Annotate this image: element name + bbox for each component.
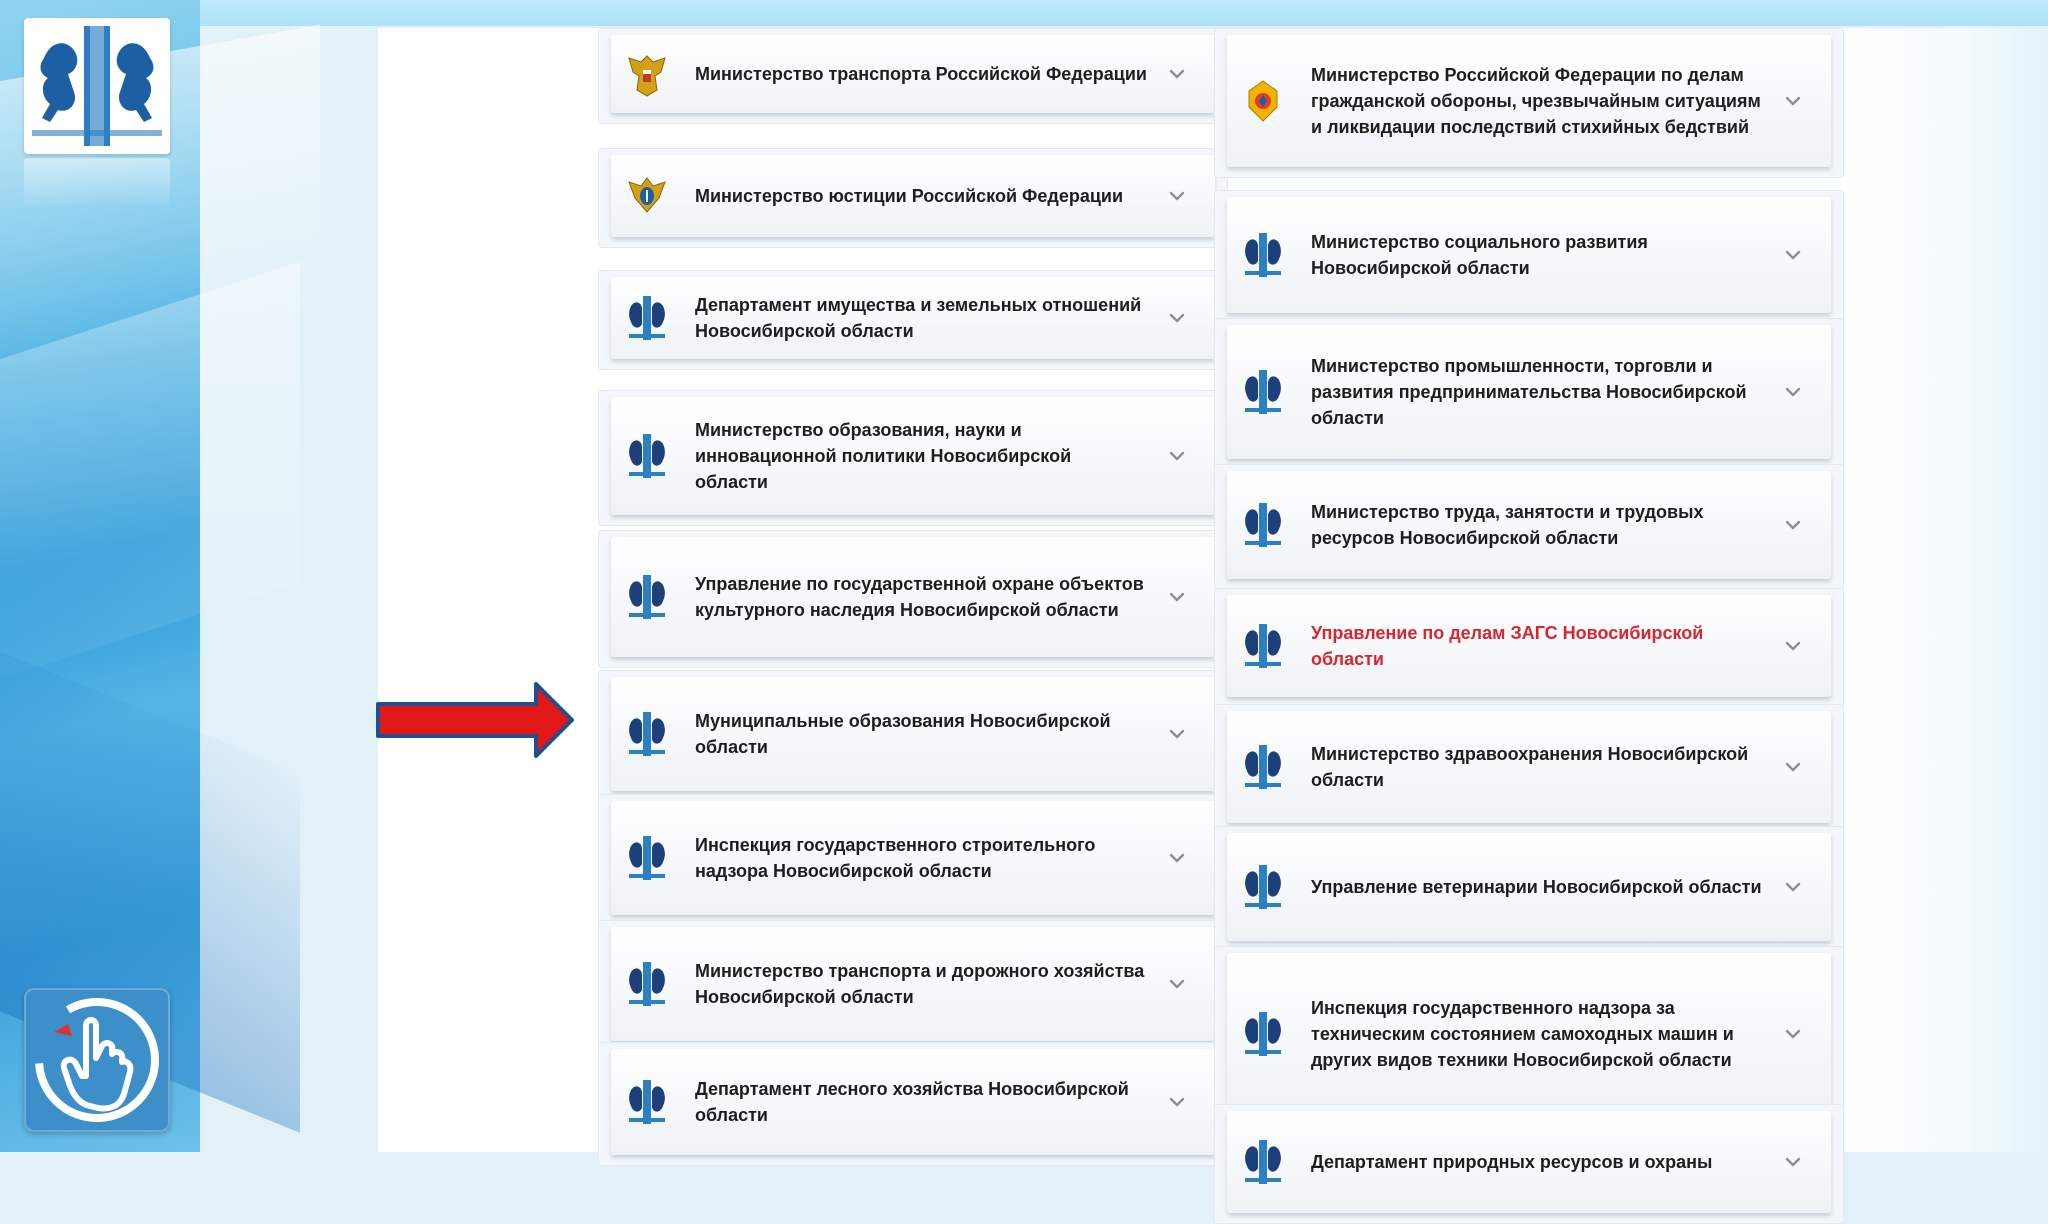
list-item xyxy=(1214,704,1844,834)
accordion-item[interactable] xyxy=(611,801,1215,915)
accordion-item[interactable] xyxy=(1227,471,1831,579)
accordion-item-label: Министерство Российской Федерации по делам гражданской обороны, чрезвычайным ситуациям и ликвидации последствий стихийных бедствий xyxy=(1311,65,1761,137)
list-item xyxy=(598,1042,1228,1166)
accordion-item-label: Управление по делам ЗАГС Новосибирской области xyxy=(1311,623,1704,669)
accordion-item[interactable] xyxy=(611,397,1215,515)
accordion-item-label: Министерство здравоохранения Новосибирской области xyxy=(1311,744,1749,790)
accordion-item[interactable] xyxy=(1227,1111,1831,1213)
nso-coat-of-arms-icon[interactable] xyxy=(24,18,170,154)
nso-emblem-icon xyxy=(1241,863,1285,911)
accordion-item-label: Инспекция государственного надзора за техническим состоянием самоходных машин и других видов техники Новосибирской области xyxy=(1311,998,1734,1070)
accordion-item[interactable] xyxy=(1227,197,1831,313)
accordion-item[interactable] xyxy=(1227,711,1831,823)
accordion-item[interactable] xyxy=(1227,595,1831,697)
chevron-down-icon[interactable] xyxy=(1167,1092,1187,1112)
chevron-down-icon[interactable] xyxy=(1783,515,1803,535)
accordion-item-label: Департамент лесного хозяйства Новосибирской области xyxy=(695,1079,1129,1125)
chevron-down-icon[interactable] xyxy=(1783,245,1803,265)
list-item xyxy=(598,670,1228,802)
page-right-fade xyxy=(1840,28,2048,1152)
nso-emblem-icon xyxy=(625,710,669,758)
nso-emblem-icon xyxy=(1241,501,1285,549)
justice-emblem-icon xyxy=(625,172,669,220)
accordion-item[interactable] xyxy=(611,277,1215,359)
chevron-down-icon[interactable] xyxy=(1783,757,1803,777)
accordion-item[interactable] xyxy=(1227,833,1831,941)
chevron-down-icon[interactable] xyxy=(1167,974,1187,994)
chevron-down-icon[interactable] xyxy=(1783,1024,1803,1044)
mchs-emblem-icon xyxy=(1241,77,1285,125)
nso-emblem-icon xyxy=(1241,743,1285,791)
list-item xyxy=(1214,946,1844,1126)
nso-emblem-icon xyxy=(625,960,669,1008)
nso-emblem-icon xyxy=(1241,231,1285,279)
logo-reflection xyxy=(24,158,170,208)
accordion-item[interactable] xyxy=(611,927,1215,1041)
list-item xyxy=(598,148,1228,248)
accordion-item-label: Муниципальные образования Новосибирской области xyxy=(695,711,1111,757)
list-item xyxy=(598,794,1228,926)
list-item xyxy=(1214,1104,1844,1224)
nso-emblem-icon xyxy=(1241,1138,1285,1186)
accordion-item-label: Министерство труда, занятости и трудовых ресурсов Новосибирской области xyxy=(1311,502,1704,548)
accordion-item-label: Министерство социального развития Новосибирской области xyxy=(1311,232,1648,278)
nso-emblem-icon xyxy=(1241,1010,1285,1058)
accordion-item-label: Министерство транспорта и дорожного хозяйства Новосибирской области xyxy=(695,961,1145,1007)
chevron-down-icon[interactable] xyxy=(1167,308,1187,328)
sidebar xyxy=(0,0,200,1152)
accordion-item[interactable] xyxy=(1227,953,1831,1115)
nso-emblem-icon xyxy=(1241,622,1285,670)
touch-hand-icon[interactable] xyxy=(24,988,170,1132)
chevron-down-icon[interactable] xyxy=(1167,186,1187,206)
nso-emblem-icon xyxy=(625,573,669,621)
list-item xyxy=(1214,190,1844,324)
list-item xyxy=(1214,588,1844,708)
list-item xyxy=(1214,318,1844,470)
list-item xyxy=(1214,826,1844,952)
red-arrow-icon xyxy=(376,680,576,760)
accordion-item-label: Департамент имущества и земельных отношений Новосибирской области xyxy=(695,295,1142,341)
chevron-down-icon[interactable] xyxy=(1783,91,1803,111)
nso-emblem-icon xyxy=(625,432,669,480)
accordion-item-label: Управление по государственной охране объектов культурного наследия Новосибирской области xyxy=(695,574,1144,620)
accordion-item[interactable] xyxy=(611,35,1215,113)
chevron-down-icon[interactable] xyxy=(1167,724,1187,744)
accordion-item-label: Министерство транспорта Российской Федерации xyxy=(695,64,1147,84)
accordion-item-label: Министерство промышленности, торговли и развития предпринимательства Новосибирской области xyxy=(1311,356,1747,428)
nso-emblem-icon xyxy=(625,1078,669,1126)
accordion-item[interactable] xyxy=(611,677,1215,791)
chevron-down-icon[interactable] xyxy=(1783,636,1803,656)
top-band xyxy=(0,0,2048,26)
accordion-item[interactable] xyxy=(1227,35,1831,167)
accordion-item[interactable] xyxy=(611,1049,1215,1155)
accordion-item-label: Департамент природных ресурсов и охраны xyxy=(1311,1152,1713,1172)
rf-eagle-emblem-icon xyxy=(625,50,669,98)
list-item xyxy=(1214,464,1844,590)
chevron-down-icon[interactable] xyxy=(1167,848,1187,868)
chevron-down-icon[interactable] xyxy=(1167,64,1187,84)
list-item xyxy=(598,28,1228,124)
list-item xyxy=(598,390,1228,526)
chevron-down-icon[interactable] xyxy=(1783,382,1803,402)
accordion-item-label: Министерство юстиции Российской Федерации xyxy=(695,186,1124,206)
list-item xyxy=(598,530,1228,668)
chevron-down-icon[interactable] xyxy=(1167,446,1187,466)
accordion-item-label: Министерство образования, науки и инновационной политики Новосибирской области xyxy=(695,420,1072,492)
nso-emblem-icon xyxy=(1241,368,1285,416)
nso-emblem-icon xyxy=(625,834,669,882)
accordion-item-label: Инспекция государственного строительного надзора Новосибирской области xyxy=(695,835,1096,881)
chevron-down-icon[interactable] xyxy=(1783,1152,1803,1172)
accordion-item-label: Управление ветеринарии Новосибирской области xyxy=(1311,877,1762,897)
accordion-item[interactable] xyxy=(611,155,1215,237)
list-item xyxy=(1214,28,1844,178)
list-item xyxy=(598,270,1228,370)
accordion-item[interactable] xyxy=(1227,325,1831,459)
accordion-item[interactable] xyxy=(611,537,1215,657)
nso-emblem-icon xyxy=(625,294,669,342)
chevron-down-icon[interactable] xyxy=(1783,877,1803,897)
list-item xyxy=(598,920,1228,1052)
chevron-down-icon[interactable] xyxy=(1167,587,1187,607)
